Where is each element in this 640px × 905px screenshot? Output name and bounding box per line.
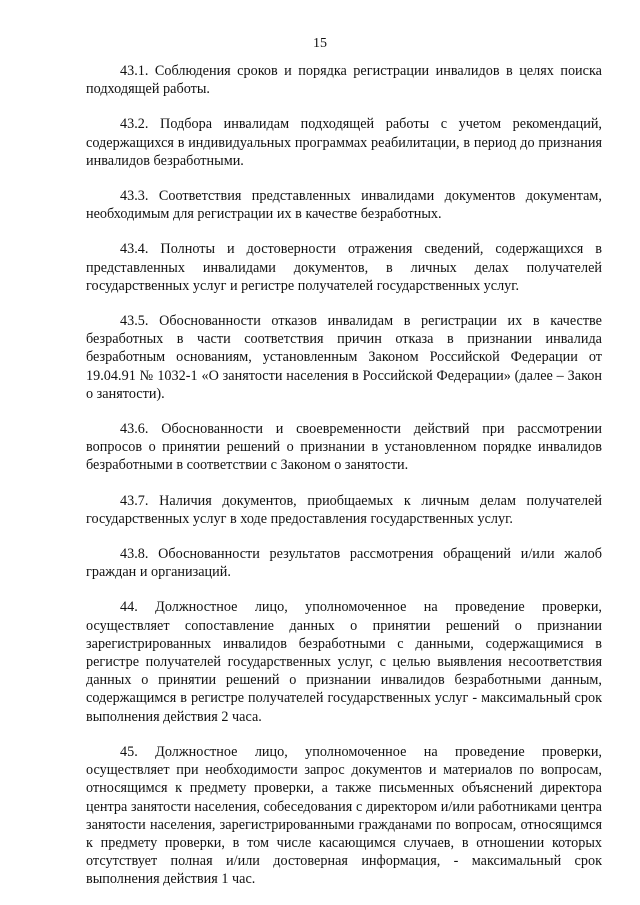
paragraph-44: 44. Должностное лицо, уполномоченное на проведение проверки, осуществляет сопоставление данных о принятии решений о признании зарегистрированных инвалидов безработными с данными, содержащимися в регистре получателей государственных услуг, с целью выявления несоответствия данных о принятии решений о признании инвалидов безработными данным, содержащимся в регистре получателей государственных услуг - максимальный срок выполнения действия 2 часа. [86,599,602,725]
paragraph-43-8: 43.8. Обоснованности результатов рассмотрения обращений и/или жалоб граждан и организаций. [86,546,602,581]
page-number: 15 [313,36,327,51]
paragraph-43-7: 43.7. Наличия документов, приобщаемых к личным делам получателей государственных услуг в ходе предоставления государственных услуг. [86,492,602,527]
paragraph-43-5: 43.5. Обоснованности отказов инвалидам в регистрации их в качестве безработных в части соответствия причин отказа в признании инвалида безработным основаниям, установленным Законом Российской Федерации от 19.04.91 № 1032-1 «О занятости населения в Российской Федерации» (далее – Закон о занятости). [86,313,602,402]
paragraph-43-2: 43.2. Подбора инвалидам подходящей работы с учетом рекомендаций, содержащихся в индивидуальных программах реабилитации, в период до признания инвалидов безработными. [86,116,602,169]
paragraph-43-4: 43.4. Полноты и достоверности отражения сведений, содержащихся в представленных инвалидами документов, в личных делах получателей государственных услуг и регистре получателей государственных услуг. [86,241,602,294]
paragraph-45: 45. Должностное лицо, уполномоченное на проведение проверки, осуществляет при необходимости запрос документов и материалов по вопросам, относящимся к предмету проверки, а также письменных объяснений директора центра занятости населения, собеседования с директором и/или работниками центра занятости населения, зарегистрированными гражданами по вопросам, относящимся к предмету проверки, в том числе касающимся случаев, в отношении которых отсутствует полная и/или достоверная информация, - максимальный срок выполнения действия 1 час. [86,743,602,888]
paragraph-43-1: 43.1. Соблюдения сроков и порядка регистрации инвалидов в целях поиска подходящей работы. [86,63,602,98]
paragraph-43-6: 43.6. Обоснованности и своевременности действий при рассмотрении вопросов о принятии решений о признании в установленном порядке инвалидов безработными в соответствии с Законом о занятости. [86,421,602,474]
paragraph-43-3: 43.3. Соответствия представленных инвалидами документов документам, необходимым для регистрации их в качестве безработных. [86,188,602,223]
document-body [86,62,602,889]
